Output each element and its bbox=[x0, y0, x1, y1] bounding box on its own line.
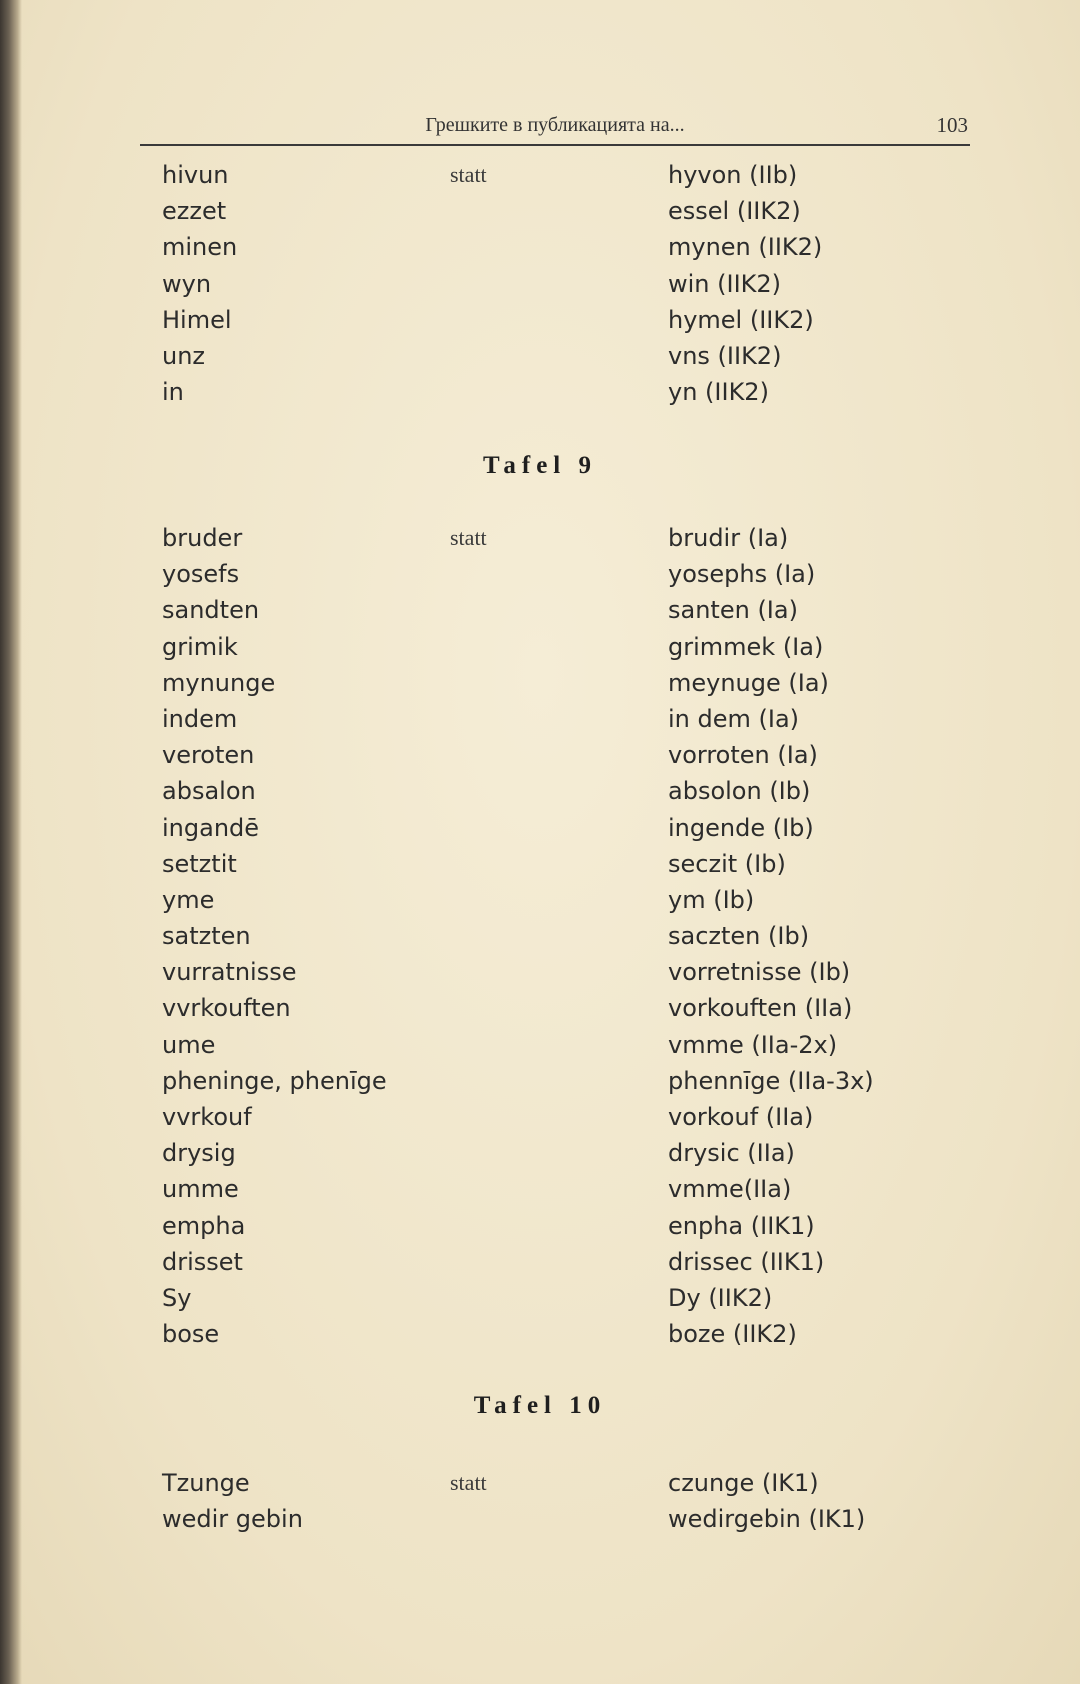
correct-form: win (IIK2) bbox=[668, 269, 782, 298]
erroneous-form: bose bbox=[162, 1320, 220, 1349]
running-title: Грешките в публикацията на... bbox=[425, 114, 685, 136]
correct-form: phennīge (IIa-3x) bbox=[668, 1066, 874, 1095]
erroneous-form: in bbox=[162, 378, 184, 407]
correction-row bbox=[0, 1135, 1080, 1171]
correct-form: vmme(IIa) bbox=[668, 1175, 792, 1204]
correction-row bbox=[0, 701, 1080, 737]
correction-row bbox=[0, 954, 1080, 990]
erroneous-form: setztit bbox=[162, 849, 237, 878]
erroneous-form: yosefs bbox=[162, 560, 240, 589]
correction-row bbox=[0, 157, 1080, 193]
tafel-9-heading: Tafel 9 bbox=[483, 452, 597, 479]
correction-row bbox=[0, 520, 1080, 556]
erroneous-form: unz bbox=[162, 341, 206, 370]
erroneous-form: Tzunge bbox=[162, 1469, 250, 1497]
correct-form: hyvon (IIb) bbox=[668, 161, 798, 189]
erroneous-form: umme bbox=[162, 1175, 239, 1204]
correct-form: vns (IIK2) bbox=[668, 341, 782, 370]
correct-form: meynuge (Ia) bbox=[668, 668, 829, 697]
correction-row bbox=[0, 556, 1080, 592]
correction-row bbox=[0, 1501, 1080, 1537]
erroneous-form: vvrkouften bbox=[162, 994, 291, 1023]
erroneous-form: ezzet bbox=[162, 197, 227, 226]
correction-row bbox=[0, 1465, 1080, 1501]
erroneous-form: ume bbox=[162, 1030, 216, 1059]
correct-form: saczten (Ib) bbox=[668, 922, 810, 951]
correction-row bbox=[0, 374, 1080, 410]
correct-form: vorkouften (IIa) bbox=[668, 994, 853, 1023]
correct-form: drysic (IIa) bbox=[668, 1139, 795, 1168]
statt-marker: statt bbox=[450, 525, 487, 550]
correct-form: yn (IIK2) bbox=[668, 378, 769, 407]
erroneous-form: wedir gebin bbox=[162, 1505, 303, 1534]
correction-row bbox=[0, 773, 1080, 809]
correct-form: hymel (IIK2) bbox=[668, 305, 814, 334]
correction-row bbox=[0, 846, 1080, 882]
erroneous-form: Sy bbox=[162, 1283, 192, 1312]
erroneous-form: vurratnisse bbox=[162, 958, 297, 987]
correct-form: seczit (Ib) bbox=[668, 849, 786, 878]
correction-row bbox=[0, 229, 1080, 265]
correct-form: ym (Ib) bbox=[668, 885, 755, 914]
correction-row bbox=[0, 592, 1080, 628]
erroneous-form: drisset bbox=[162, 1247, 243, 1276]
correction-row bbox=[0, 629, 1080, 665]
correct-form: santen (Ia) bbox=[668, 596, 798, 625]
correction-row bbox=[0, 193, 1080, 229]
erroneous-form: pheninge, phenīge bbox=[162, 1066, 387, 1095]
erroneous-form: hivun bbox=[162, 161, 229, 189]
correction-row bbox=[0, 665, 1080, 701]
correction-row bbox=[0, 266, 1080, 302]
running-header bbox=[140, 110, 970, 146]
correction-row bbox=[0, 918, 1080, 954]
erroneous-form: drysig bbox=[162, 1139, 236, 1168]
erroneous-form: absalon bbox=[162, 777, 256, 806]
erroneous-form: indem bbox=[162, 704, 238, 733]
correct-form: ingende (Ib) bbox=[668, 813, 814, 842]
correction-row bbox=[0, 302, 1080, 338]
tafel-9-correction-list bbox=[0, 520, 1080, 1352]
correct-form: brudir (Ia) bbox=[668, 524, 789, 552]
correct-form: Dy (IIK2) bbox=[668, 1283, 773, 1312]
correct-form: essel (IIK2) bbox=[668, 197, 801, 226]
correction-row bbox=[0, 1244, 1080, 1280]
erroneous-form: satzten bbox=[162, 922, 251, 951]
correction-row bbox=[0, 990, 1080, 1026]
page-number: 103 bbox=[936, 113, 968, 137]
correct-form: vorretnisse (Ib) bbox=[668, 958, 851, 987]
correction-row bbox=[0, 1027, 1080, 1063]
correct-form: drissec (IIK1) bbox=[668, 1247, 825, 1276]
correction-list-continued bbox=[0, 157, 1080, 410]
tafel-10-heading: Tafel 10 bbox=[473, 1392, 607, 1419]
erroneous-form: vvrkouf bbox=[162, 1103, 252, 1131]
correct-form: vorkouf (IIa) bbox=[668, 1103, 814, 1131]
correction-row bbox=[0, 338, 1080, 374]
erroneous-form: veroten bbox=[162, 741, 255, 770]
correct-form: grimmek (Ia) bbox=[668, 632, 824, 661]
erroneous-form: ingandē bbox=[162, 813, 260, 842]
erroneous-form: minen bbox=[162, 233, 238, 262]
erroneous-form: wyn bbox=[162, 269, 212, 298]
statt-marker: statt bbox=[450, 1470, 487, 1495]
statt-marker: statt bbox=[450, 162, 487, 187]
correction-row bbox=[0, 1099, 1080, 1135]
tafel-10-correction-list bbox=[0, 1465, 1080, 1537]
erroneous-form: yme bbox=[162, 885, 215, 914]
erroneous-form: grimik bbox=[162, 632, 238, 661]
correct-form: absolon (Ib) bbox=[668, 777, 811, 806]
correct-form: in dem (Ia) bbox=[668, 704, 800, 733]
erroneous-form: Himel bbox=[162, 305, 232, 334]
erroneous-form: bruder bbox=[162, 524, 243, 552]
correct-form: boze (IIK2) bbox=[668, 1320, 797, 1349]
correct-form: yosephs (Ia) bbox=[668, 560, 816, 589]
correction-row bbox=[0, 737, 1080, 773]
correction-row bbox=[0, 1208, 1080, 1244]
correct-form: wedirgebin (IK1) bbox=[668, 1505, 866, 1534]
correction-row bbox=[0, 882, 1080, 918]
erroneous-form: empha bbox=[162, 1211, 246, 1240]
erroneous-form: sandten bbox=[162, 596, 260, 625]
correction-row bbox=[0, 1171, 1080, 1207]
correct-form: vmme (IIa-2x) bbox=[668, 1030, 838, 1059]
correct-form: czunge (IK1) bbox=[668, 1469, 819, 1497]
correction-row bbox=[0, 1280, 1080, 1316]
correction-row bbox=[0, 1063, 1080, 1099]
erroneous-form: mynunge bbox=[162, 668, 276, 697]
correct-form: mynen (IIK2) bbox=[668, 233, 823, 262]
correct-form: vorroten (Ia) bbox=[668, 741, 818, 770]
correction-row bbox=[0, 1316, 1080, 1352]
correct-form: enpha (IIK1) bbox=[668, 1211, 815, 1240]
correction-row bbox=[0, 810, 1080, 846]
